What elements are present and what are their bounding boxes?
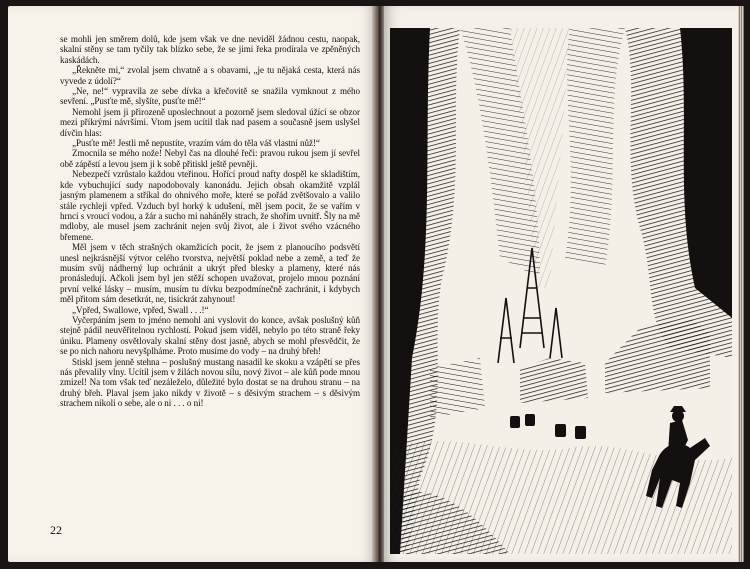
paragraph: „Řekněte mi,“ zvolal jsem chvatně a s obavami, „je tu nějaká cesta, která nás vyvede z údolí?“	[60, 65, 360, 86]
paragraph: Vyčerpáním jsem to jméno nemohl ani vyslovit do konce, avšak poslušný kůň stejně pádil neuvěřitelnou rychlostí. Pokud jsem viděl, nebylo po této straně řeky úniku. Plameny osvětlovaly skalní stěny dost jasně, abych se mohl přesvědčit, že se po nich nahoru nevyšplháme. Proto musíme do vody – na druhý břeh!	[60, 314, 360, 357]
body-text	[60, 34, 360, 409]
paragraph: Zmocnila se mého nože! Nebyl čas na dlouhé řeči: pravou rukou jsem jí sevřel obě zápěstí a levou jsem ji k sobě přitiskl ještě pevněji.	[60, 148, 360, 169]
page-number: 22	[50, 523, 62, 537]
paragraph: Nemohl jsem ji přirozeně uposlechnout a pozorně jsem sledoval úžící se obzor mezi příkrými návršími. Vtom jsem ucítil tlak nad pasem a současně jsem uslyšel dívčin hlas:	[60, 106, 360, 138]
ink-illustration-burning-oil-field-rider-icon	[390, 28, 732, 554]
paragraph: Nebezpečí vzrůstalo každou vteřinou. Hořící proud nafty dospěl ke skladištím, kde vybuchující sudy napodobovaly kanonádu. Jejich obsah okamžitě vzplál jasným plamenem a stříkal do ohnivého moře, které se pořád zvětšovalo a valilo stále rychleji vpřed. Vzduch byl horký k udušení, měl jsem pocit, že se vařím v hrnci s vroucí vodou, a žár a sucho mi naháněly strach, že shořím uvnitř. Šly na mě mdloby, ale musel jsem zachránit nejen svůj život, ale i život svého vzácného břemene.	[60, 169, 360, 242]
paragraph: Stiskl jsem jenně stehna – poslušný mustang nasadil ke skoku a vzápětí se přes nás převalily vlny. Ucítil jsem v žilách novou sílu, nový život – ale kůň pode mnou zmizel! Na tom však teď nezáleželo, důležité bylo dostat se na druhou stranu – na druhý břeh. Plaval jsem jako nikdy v životě – s děsivým strachem – s děsivým strachem nikoli o sebe, ale o ni . . . o ni!	[60, 356, 360, 409]
paragraph: se mohli jen směrem dolů, kde jsem však ve dne neviděl žádnou cestu, naopak, skalní stěny se tam tyčily tak blízko sebe, že se jimi řeka prodírala ve zpěněných kaskádách.	[60, 34, 360, 65]
paragraph: „Ne, ne!“ vypravila ze sebe dívka a křečovitě se snažila vymknout z mého sevření. „Pusťte mě, slyšíte, pusťte mě!“	[60, 86, 360, 107]
page-edges	[738, 6, 744, 562]
paragraph: „Pusťte mě! Jestli mě nepustíte, vrazím vám do těla váš vlastní nůž!“	[72, 138, 320, 149]
paragraph: „Vpřed, Swallowe, vpřed, Swall . . .!“	[72, 304, 209, 315]
left-page	[8, 6, 376, 562]
paragraph: Měl jsem v těch strašných okamžicích pocit, že jsem z planoucího podsvětí unesl nejkrásnější výtvor celého tvorstva, největší poklad nebe a země, a teď že musím svůj nádherný lup ochránit a ukrýt před blesky a plameny, které nás pronásledují. Ačkoli jsem byl jen stěží schopen uvažovat, projelo mnou poznání první velké lásky – musím, musím tu dívku bezpodmínečně zachránit, i kdybych měl přitom sám desetkrát, ne, tisíckrát zahynout!	[60, 242, 360, 305]
